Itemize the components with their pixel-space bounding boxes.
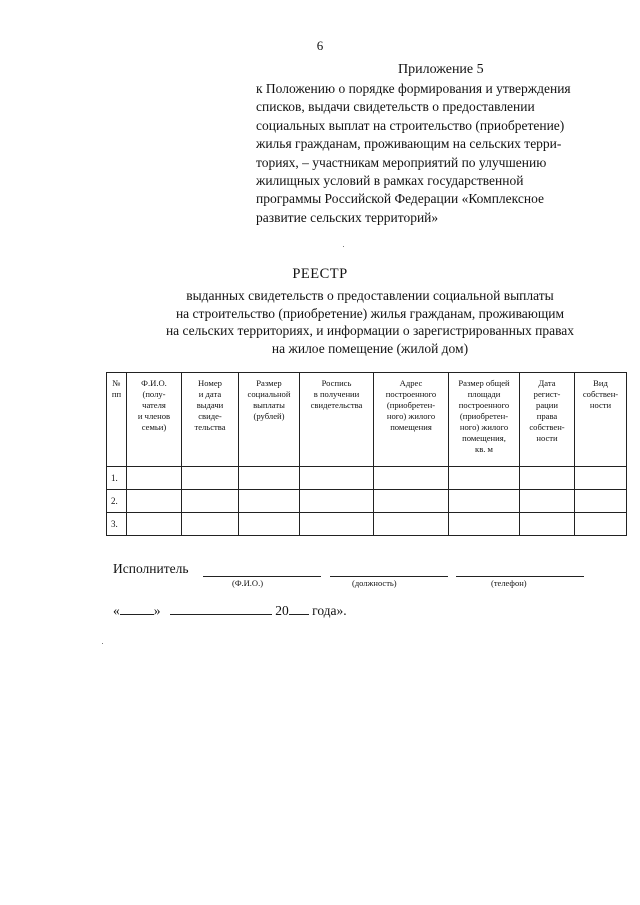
table-cell — [239, 467, 300, 490]
appendix-description — [256, 80, 626, 227]
year-suffix: года». — [312, 603, 347, 618]
table-cell — [239, 513, 300, 536]
registry-title: РЕЕСТР — [292, 266, 348, 282]
registry-subtitle-line: на строительство (приобретение) жилья гражданам, проживающим — [175, 305, 565, 321]
appendix-title: Приложение 5 — [398, 62, 484, 77]
table-cell — [575, 467, 627, 490]
day-blank — [120, 602, 154, 615]
table-cell — [300, 490, 374, 513]
registry-subtitle-line: выданных свидетельств о предоставлении социальной выплаты — [186, 288, 554, 303]
appendix-line: развитие сельских территорий» — [256, 209, 439, 225]
column-header-signature: Роспись в получении свидетельства — [300, 373, 374, 467]
caption-position: (должность) — [352, 578, 397, 588]
table-cell — [182, 490, 239, 513]
table-cell — [182, 513, 239, 536]
executor-label: Исполнитель — [113, 561, 189, 576]
table-cell — [520, 490, 575, 513]
table-cell — [182, 467, 239, 490]
table-row — [107, 490, 627, 513]
table-cell — [449, 490, 520, 513]
column-header-total-area: Размер общей площади построенного (приобретен- ного) жилого помещения, кв. м — [449, 373, 520, 467]
column-header-address: Адрес построенного (приобретен- ного) жилого помещения — [374, 373, 449, 467]
table-cell — [300, 467, 374, 490]
table-cell — [374, 490, 449, 513]
table-cell — [374, 467, 449, 490]
registry-subtitle-line: на сельских территориях, и информации о зарегистрированных правах — [165, 323, 575, 338]
table-cell — [449, 513, 520, 536]
table-cell — [239, 490, 300, 513]
appendix-line: жилищных условий в рамках государственной — [256, 173, 524, 189]
scan-speck — [343, 246, 344, 247]
caption-phone: (телефон) — [491, 578, 527, 588]
executor-position-line — [330, 576, 448, 577]
registry-subtitle — [100, 287, 640, 357]
table-cell — [520, 513, 575, 536]
month-blank — [170, 602, 272, 615]
registry-table — [106, 372, 627, 536]
table-cell — [520, 467, 575, 490]
executor-name-line — [203, 576, 321, 577]
date-close-quote: » — [153, 603, 161, 618]
appendix-line: к Положению о порядке формирования и утверждения — [256, 81, 571, 96]
table-cell — [449, 467, 520, 490]
row-number: 2. — [107, 490, 127, 513]
caption-full-name: (Ф.И.О.) — [232, 578, 264, 588]
table-cell — [127, 490, 182, 513]
appendix-line: жилья гражданам, проживающим на сельских терри- — [256, 136, 562, 152]
year-prefix: 20 — [275, 603, 289, 618]
row-number: 3. — [107, 513, 127, 536]
page-number: 6 — [316, 38, 324, 53]
table-cell — [575, 513, 627, 536]
appendix-line: списков, выдачи свидетельств о предоставлении — [256, 99, 535, 115]
column-header-certificate-number-date: Номер и дата выдачи свиде- тельства — [182, 373, 239, 467]
appendix-line: ториях, – участникам мероприятий по улучшению — [256, 154, 547, 170]
table-row — [107, 513, 627, 536]
table-row — [107, 467, 627, 490]
appendix-line: социальных выплат на строительство (приобретение) — [256, 117, 565, 133]
column-header-ownership-type: Вид собствен- ности — [575, 373, 627, 467]
date-line — [113, 602, 347, 619]
table-header-row — [107, 373, 627, 467]
executor-phone-line — [456, 576, 584, 577]
appendix-line: программы Российской Федерации «Комплексное — [256, 191, 544, 207]
date-open-quote: « — [113, 603, 120, 618]
column-header-number: № пп — [107, 373, 127, 467]
scan-speck — [102, 643, 103, 644]
table-cell — [575, 490, 627, 513]
column-header-registration-date: Дата регист- рации права собствен- ности — [520, 373, 575, 467]
registry-subtitle-line: на жилое помещение (жилой дом) — [271, 340, 469, 356]
table-cell — [127, 513, 182, 536]
column-header-payment-amount: Размер социальной выплаты (рублей) — [239, 373, 300, 467]
row-number: 1. — [107, 467, 127, 490]
table-cell — [127, 467, 182, 490]
year-blank — [289, 602, 309, 615]
table-cell — [300, 513, 374, 536]
column-header-full-name: Ф.И.О. (полу- чателя и членов семьи) — [127, 373, 182, 467]
table-cell — [374, 513, 449, 536]
